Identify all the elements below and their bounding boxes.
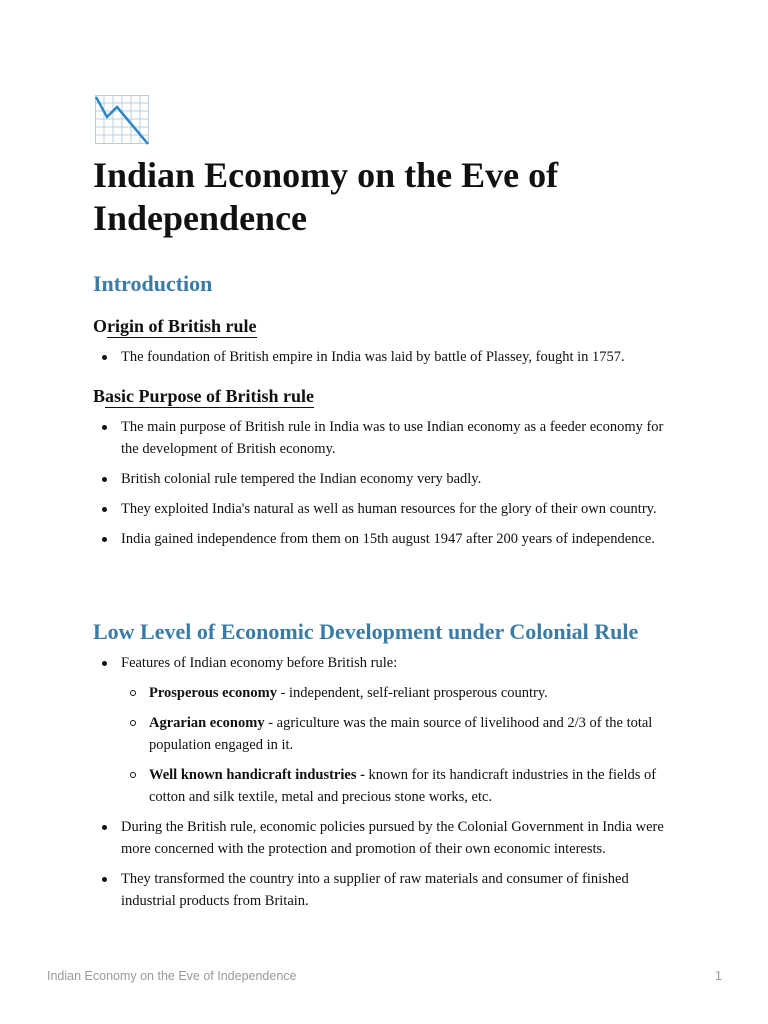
feature-item: Well known handicraft industries - known for its handicraft industries in the fields of cotton and silk textile, metal and precious stone works, etc. [121,764,683,808]
colonial-list [93,652,683,920]
page-title: Indian Economy on the Eve of Independence [93,155,559,238]
section-heading-introduction: Introduction [93,271,213,296]
subheading-basic-purpose: Basic Purpose of British rule [93,386,315,406]
list-item: Features of Indian economy before British rule: Prosperous economy - independent, self-reliant prosperous country. Agrarian economy - agriculture was the main source of livelihood and 2/3 of the total population engaged in it. Well known handicraft industries - known for its handicraft industries in the fields of cotton and silk textile, metal and precious stone works, etc. [93,652,683,808]
purpose-list [93,416,683,558]
list-item: They exploited India's natural as well as human resources for the glory of their own country. [93,498,683,520]
subheading-origin: Origin of British rule [93,316,257,336]
feature-item: Prosperous economy - independent, self-reliant prosperous country. [121,682,683,704]
list-item: British colonial rule tempered the Indian economy very badly. [93,468,683,490]
origin-list [93,346,683,376]
chart-decreasing-icon [95,95,151,145]
features-list [121,682,683,808]
page-number: 1 [715,969,722,983]
footer-title: Indian Economy on the Eve of Independence [47,969,297,983]
list-item: The main purpose of British rule in India was to use Indian economy as a feeder economy for the development of British economy. [93,416,683,460]
list-item: During the British rule, economic policies pursued by the Colonial Government in India were more concerned with the protection and promotion of their own economic interests. [93,816,683,860]
feature-item: Agrarian economy - agriculture was the main source of livelihood and 2/3 of the total population engaged in it. [121,712,683,756]
list-item: India gained independence from them on 15th august 1947 after 200 years of independence. [93,528,683,550]
list-item: The foundation of British empire in India was laid by battle of Plassey, fought in 1757. [93,346,683,368]
list-item: They transformed the country into a supplier of raw materials and consumer of finished industrial products from Britain. [93,868,683,912]
section-heading-low-level: Low Level of Economic Development under Colonial Rule [93,619,639,644]
